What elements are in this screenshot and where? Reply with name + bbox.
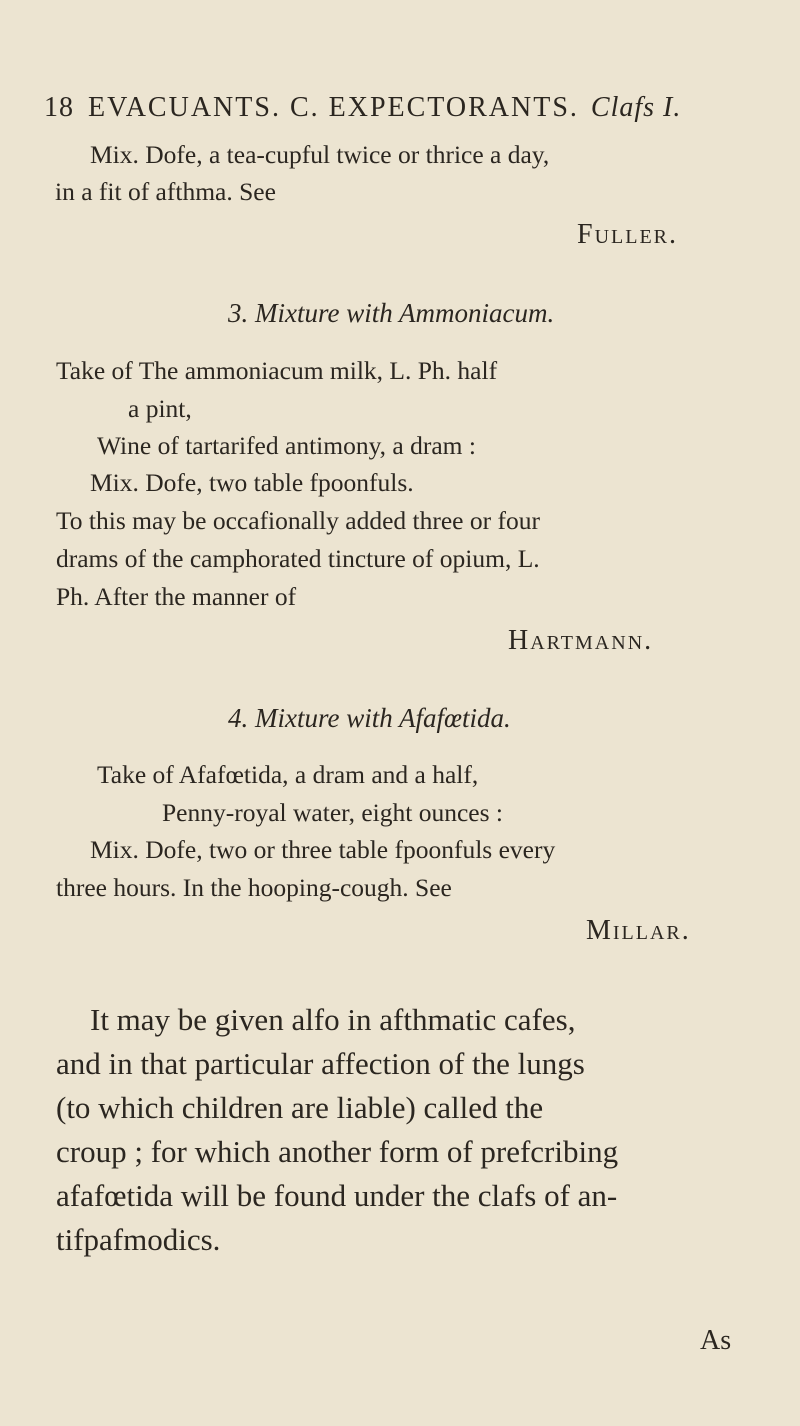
text-line: Mix. Dofe, two or three table fpoonfuls every [90, 835, 556, 864]
text-line: tifpafmodics. [56, 1222, 221, 1257]
text-line: in a fit of afthma. See [55, 177, 276, 206]
text-line: three hours. In the hooping-cough. See [56, 873, 452, 902]
text-line: Mix. Dofe, two table fpoonfuls. [90, 468, 414, 497]
class-label: Clafs I. [590, 92, 682, 123]
text-line: Take of The ammoniacum milk, L. Ph. half [56, 356, 498, 385]
text-line: (to which children are liable) called the [56, 1090, 544, 1125]
catchword: As [700, 1325, 732, 1356]
text-line: To this may be occafionally added three or four [56, 506, 540, 535]
text-line: Mix. Dofe, a tea-cupful twice or thrice a day, [90, 140, 550, 169]
text-line: a pint, [128, 394, 192, 423]
running-header [44, 92, 681, 124]
text-line: afafœtida will be found under the clafs of an- [56, 1178, 618, 1213]
text-line: Ph. After the manner of [56, 582, 297, 611]
section-heading: 3. Mixture with Ammoniacum. [228, 298, 555, 328]
running-title: EVACUANTS. C. EXPECTORANTS. [88, 92, 579, 123]
text-line: It may be given alfo in afthmatic cafes, [90, 1002, 576, 1037]
attribution-hartmann: Hartmann. [508, 625, 654, 656]
text-line: and in that particular affection of the lungs [56, 1046, 585, 1081]
page-number: 18 [44, 92, 74, 123]
attribution-millar: Millar. [586, 915, 691, 946]
text-line: Wine of tartarifed antimony, a dram : [97, 431, 476, 460]
section-heading: 4. Mixture with Afafœtida. [228, 703, 511, 733]
text-line: drams of the camphorated tincture of opium, L. [56, 544, 540, 573]
text-line: croup ; for which another form of prefcribing [56, 1134, 619, 1169]
attribution-fuller: Fuller. [577, 219, 679, 250]
text-line: Take of Afafœtida, a dram and a half, [97, 760, 479, 789]
text-line: Penny-royal water, eight ounces : [162, 798, 504, 827]
